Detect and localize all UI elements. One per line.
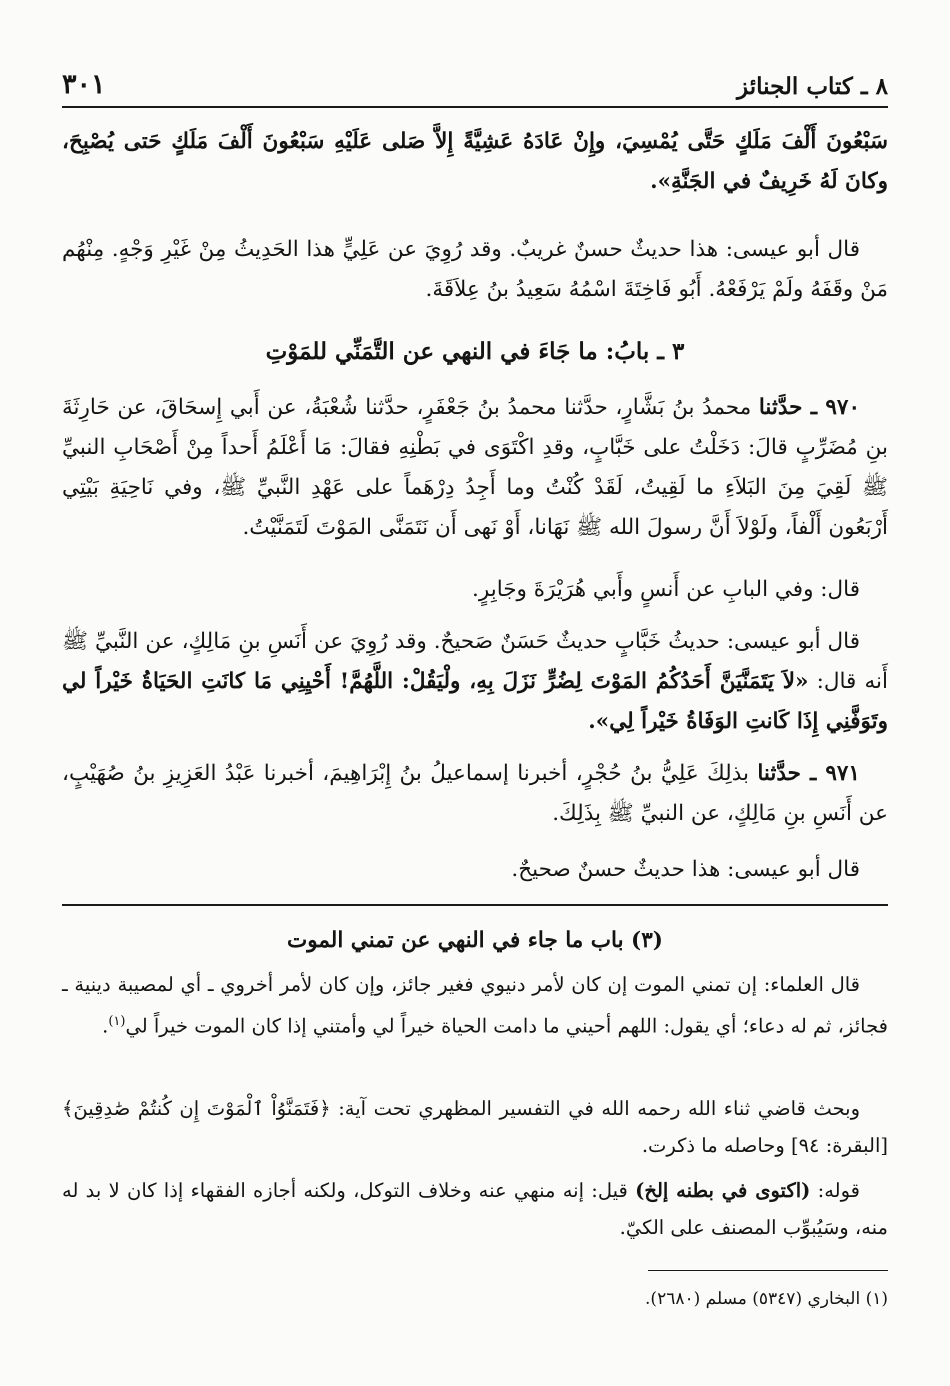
hadith-970-paragraph: [62, 388, 888, 548]
commentary-para-1-body: قال العلماء: إن تمني الموت إن كان لأمر دنيوي فغير جائز، وإن كان لأمر أخروي ـ أي لمصيبة دينية ـ فجائز، ثم له دعاء؛ أي يقول: اللهم أحيني ما دامت الحياة خيراً لي وأمتني إذا كان الموت خيراً لي: [62, 973, 888, 1038]
commentary-para-1: [62, 966, 888, 1045]
abu-isa-3-text: قال أبو عيسى: هذا حديثٌ حسنٌ صحيحٌ.: [511, 857, 860, 882]
hadith-971-text: بذلِكَ عَلِيُّ بنُ حُجْرٍ، أخبرنا إسماعيلُ بنُ إِبْرَاهِيمَ، أخبرنا عَبْدُ العَزِيزِ بنُ صُهَيْبٍ، عن أَنَسِ بنِ مَالِكٍ، عن النبيِّ ﷺ بِذَلِكَ.: [62, 761, 888, 826]
hadith-971: [62, 754, 888, 834]
commentary-para-2: [62, 1090, 888, 1164]
top-hadith-text: سَبْعُونَ أَلْفَ مَلَكٍ حَتَّى يُمْسِيَ، وإِنْ عَادَهُ عَشِيَّةً إِلاَّ صَلى عَلَيْهِ سَبْعُونَ أَلْفَ مَلَكٍ حَتى يُصْبِحَ، وكانَ لَهُ خَرِيفٌ في الجَنَّةِ».: [62, 129, 888, 194]
footnote-ref-1: (١): [108, 1014, 126, 1029]
abu-isa-comment-2: [62, 622, 888, 742]
commentary-heading-block: [62, 920, 888, 962]
commentary-para-2-text: وبحث قاضي ثناء الله رحمه الله في التفسير المظهري تحت آية: ﴿فَتَمَنَّوُاْ ٱلْمَوْتَ إِن كُنتُمْ صَٰدِقِينَ﴾ [البقرة: ٩٤] وحاصله ما ذكرت.: [62, 1097, 888, 1157]
commentary-para-3-label: (اكتوى في بطنه إلخ): [635, 1179, 811, 1202]
footnote-divider: [648, 1270, 888, 1271]
hadith-971-number: ٩٧١ ـ حدَّثنا: [757, 761, 860, 786]
page-header: [62, 58, 888, 108]
commentary-para-3-text: [62, 1172, 888, 1246]
abu-isa-comment-1: [62, 230, 888, 310]
hadith-971-paragraph: [62, 754, 888, 834]
commentary-para-1-text: [62, 966, 888, 1045]
footnote-1: (١) البخاري (٥٣٤٧) مسلم (٢٦٨٠).: [645, 1289, 888, 1309]
text-commentary-divider: [62, 904, 888, 906]
footnotes: [62, 1284, 888, 1314]
abu-isa-2-quote: «لاَ يَتَمَنَّيَنَّ أَحَدُكُمُ المَوْتَ لِضُرٍّ نَزَلَ بِهِ، ولْيَقُلْ: اللَّهُمَّ! أَحْيِنِي مَا كانَتِ الحَيَاةُ خَيْراً لي وتَوَفَّنِي إِذَا كَانتِ الوَفَاةُ خَيْراً لِي».: [62, 669, 888, 734]
page-number: ٣٠١: [62, 69, 106, 100]
hadith-970-text: محمدُ بنُ بَشَّارٍ، حدَّثنا محمدُ بنُ جَعْفَرٍ، حدَّثنا شُعْبَةُ، عن أَبي إِسحَاقَ، عن حَارِثَةَ بنِ مُضَرِّبٍ قالَ: دَخَلْتُ على خَبَّابٍ، وقدِ اكْتَوَى في بَطْنِهِ فقالَ: مَا أَعْلَمُ أَحداً مِنْ أَصْحَابِ النبيِّ ﷺ لَقِيَ مِنَ البَلاَءِ ما لَقِيتُ، لَقَدْ كُنْتُ وما أَجِدُ دِرْهَماً على عَهْدِ النَّبيِّ ﷺ، وفي نَاحِيَةِ بَيْتِي أَرْبَعُون أَلْفاً، ولَوْلاَ أَنَّ رسولَ الله ﷺ نَهَانا، أَوْ نَهى أَن نَتَمَنَّى المَوْتَ لَتَمَنَّيْتُ.: [62, 395, 888, 540]
hadith-970-number: ٩٧٠ ـ حدَّثنا: [758, 395, 860, 420]
abu-isa-1-text: قال أبو عيسى: هذا حديثٌ حسنٌ غريبٌ. وقد رُوِيَ عن عَلِيٍّ هذا الحَدِيثُ مِنْ غَيْرِ وَجْهٍ. مِنْهُم مَنْ وقَفَهُ ولَمْ يَرْفَعْهُ. أَبُو فَاخِتَةَ اسْمُهُ سَعِيدُ بنُ عِلاَقَةَ.: [62, 237, 888, 302]
abu-isa-2-intro: قال أبو عيسى: حديثُ خَبَّابٍ حديثٌ حَسَنٌ صَحيحٌ. وقد رُوِيَ عن أَنَسِ بنِ مَالِكٍ، عن النَّبيِّ ﷺ أَنه قال:: [62, 629, 888, 694]
commentary-para-3-body: قيل: إنه منهي عنه وخلاف التوكل، ولكنه أجازه الفقهاء إذا كان لا بد له منه، وسَيُبوِّب المصنف على الكيّ.: [62, 1179, 888, 1239]
top-hadith-continuation: [62, 122, 888, 202]
chapter-heading-block: [62, 330, 888, 374]
abu-isa-comment-3: [62, 850, 888, 890]
commentary-para-1-end: .: [102, 1014, 109, 1038]
chapter-heading: ٣ ـ بابُ: ما جَاءَ في النهي عن التَّمَنِّي للمَوْتِ: [265, 338, 685, 365]
abu-isa-2-paragraph: [62, 622, 888, 742]
chapter-title: ٨ ـ كتاب الجنائز: [737, 73, 888, 100]
hadith-970: [62, 388, 888, 548]
bab-note: قال: وفي البابِ عن أَنسٍ وأَبي هُرَيْرَةَ وجَابِرٍ.: [472, 577, 860, 602]
bab-note-block: [62, 570, 888, 610]
commentary-para-3-prefix: قوله:: [810, 1179, 861, 1202]
commentary-heading: (٣) باب ما جاء في النهي عن تمني الموت: [287, 928, 663, 953]
commentary-para-3: [62, 1172, 888, 1246]
